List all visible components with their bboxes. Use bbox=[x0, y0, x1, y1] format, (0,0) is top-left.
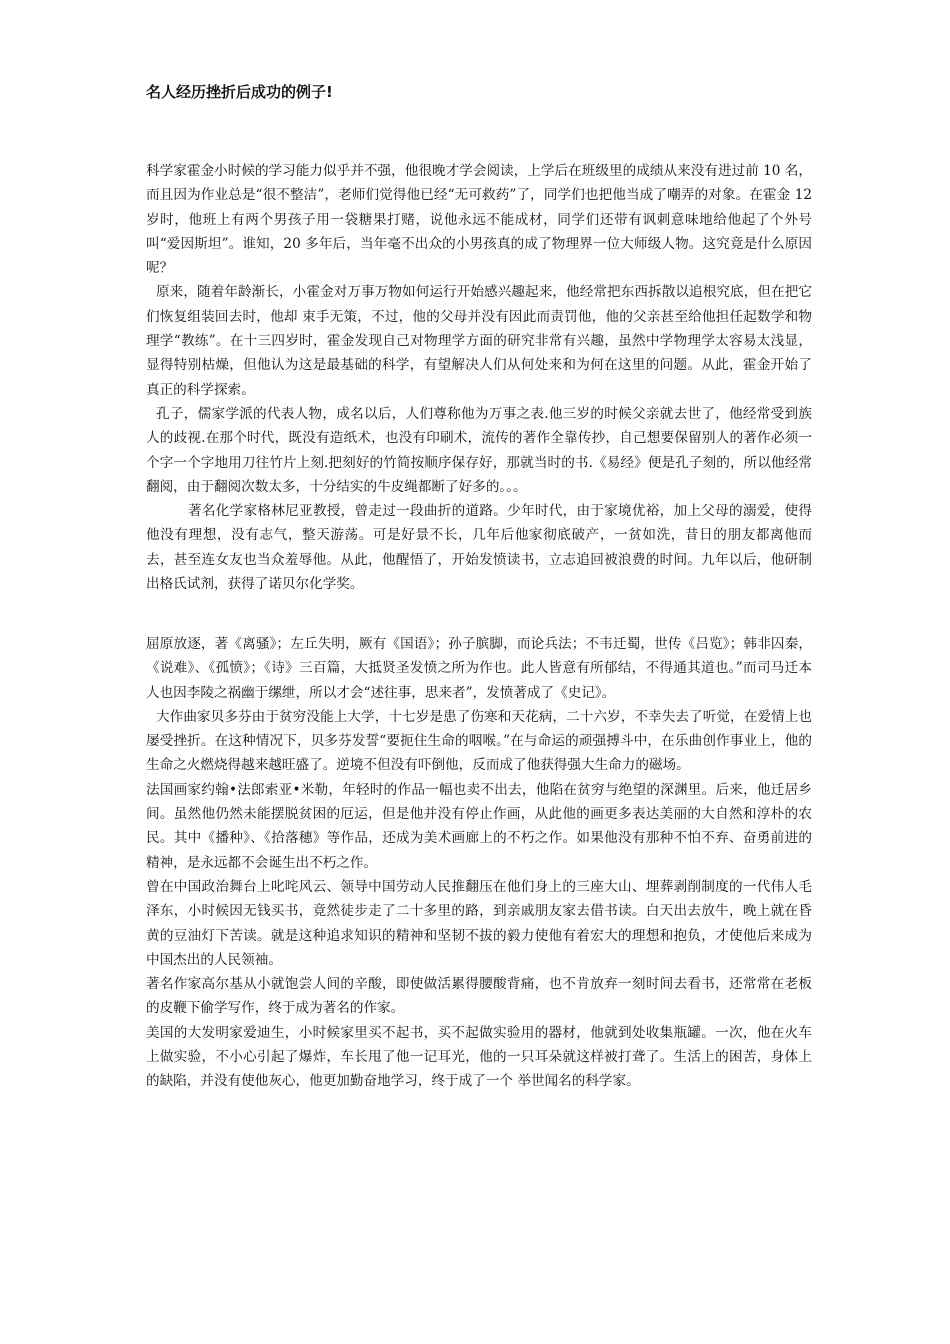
paragraph-confucius: 孔子，儒家学派的代表人物，成名以后，人们尊称他为万事之表.他三岁的时候父亲就去世了，他经常受到族人的歧视.在那个时代，既没有造纸术，也没有印刷术，流传的著作全靠传抄，自己想要保留别人的著作必须一个字一个字地用刀往竹片上刻.把刻好的竹简按顺序保存好，那就当时的书.《易经》便是孔子刻的，所以他经常翻阅，由于翻阅次数太多，十分结实的牛皮绳都断了好多的。。。 bbox=[146, 405, 812, 495]
paragraph-grignard: 著名化学家格林尼亚教授，曾走过一段曲折的道路。少年时代，由于家境优裕，加上父母的溺爱，使得他没有理想，没有志气，整天游荡。可是好景不长，几年后他家彻底破产，一贫如洗，昔日的朋友都离他而去，甚至连女友也当众羞辱他。从此，他醒悟了，开始发愤读书，立志追回被浪费的时间。九年以后，他研制出格氏试剂，获得了诺贝尔化学奖。 bbox=[146, 503, 812, 593]
paragraph-mao-zedong: 曾在中国政治舞台上叱咤风云、领导中国劳动人民推翻压在他们身上的三座大山、埋葬剥削制度的一代伟人毛泽东，小时候因无钱买书，竟然徒步走了二十多里的路，到亲戚朋友家去借书读。白天出去放牛，晚上就在昏黄的豆油灯下苦读。就是这种追求知识的精神和坚韧不拔的毅力使他有着宏大的理想和抱负，才使他后来成为中国杰出的人民领袖。 bbox=[146, 878, 812, 968]
paragraph-hawking-continued: 原来，随着年龄渐长，小霍金对万事万物如何运行开始感兴趣起来，他经常把东西拆散以追根究底，但在把它们恢复组装回去时，他却 束手无策，不过，他的父母并没有因此而责罚他，他的父亲甚至给他担任起数学和物理学“教练”。在十三四岁时，霍金发现自己对物理学方面的研究非常有兴趣，虽然中学物理学太容易太浅显，显得特别枯燥，但他认为这是最基础的科学，有望解决人们从何处来和为何在这里的问题。从此，霍金开始了真正的科学探索。 bbox=[146, 284, 812, 398]
body-section-2 bbox=[146, 632, 812, 1094]
paragraph-hawking: 科学家霍金小时候的学习能力似乎并不强，他很晚才学会阅读，上学后在班级里的成绩从来没有进过前 10 名，而且因为作业总是“很不整洁”，老师们觉得他已经“无可救药”了，同学们也把他当成了嘲弄的对象。在霍金 12 岁时，他班上有两个男孩子用一袋糖果打赌，说他永远不能成材，同学们还带有讽刺意味地给他起了个外号叫“爱因斯坦”。谁知，20 多年后，当年毫不出众的小男孩真的成了物理界一位大师级人物。这究竟是什么原因呢？ bbox=[146, 163, 812, 277]
body-section-1 bbox=[146, 159, 812, 596]
paragraph-gorky: 著名作家高尔基从小就饱尝人间的辛酸，即使做活累得腰酸背痛，也不肯放弃一刻时间去看书，还常常在老板的皮鞭下偷学写作，终于成为著名的作家。 bbox=[146, 976, 812, 1017]
paragraph-edison: 美国的大发明家爱迪生，小时候家里买不起书，买不起做实验用的器材，他就到处收集瓶罐。一次，他在火车上做实验，不小心引起了爆炸，车长甩了他一记耳光，他的一只耳朵就这样被打聋了。生活上的困苦，身体上的缺陷，并没有使他灰心，他更加勤奋地学习，终于成了一个 举世闻名的科学家。 bbox=[146, 1024, 812, 1090]
paragraph-sima-qian: 屈原放逐，著《离骚》；左丘失明，厥有《国语》；孙子膑脚，而论兵法；不韦迁蜀，世传《吕览》；韩非囚秦，《说难》、《孤愤》；《诗》三百篇，大抵贤圣发愤之所为作也。此人皆意有所郁结，不得通其道也。”而司马迁本人也因李陵之祸幽于缧绁，所以才会“述往事，思来者”，发愤著成了《史记》。 bbox=[146, 636, 812, 701]
paragraph-beethoven: 大作曲家贝多芬由于贫穷没能上大学，十七岁是患了伤寒和天花病，二十六岁，不幸失去了听觉，在爱情上也屡受挫折。在这种情况下，贝多芬发誓“要扼住生命的咽喉。”在与命运的顽强搏斗中，在乐曲创作事业上，他的生命之火燃烧得越来越旺盛了。逆境不但没有吓倒他，反而成了他获得强大生命力的磁场。 bbox=[146, 708, 812, 774]
document-title: 名人经历挫折后成功的例子! bbox=[146, 83, 333, 101]
paragraph-millet: 法国画家约翰•法郎索亚•米勒，年轻时的作品一幅也卖不出去，他陷在贫穷与绝望的深渊里。后来，他迁居乡间。虽然他仍然未能摆脱贫困的厄运，但是他并没有停止作画，从此他的画更多表达美丽的大自然和淳朴的农民。其中《播种》、《拾落穗》等作品，还成为美术画廊上的不朽之作。如果他没有那种不怕不弃、奋勇前进的精神，是永远都不会诞生出不朽之作。 bbox=[146, 781, 812, 871]
